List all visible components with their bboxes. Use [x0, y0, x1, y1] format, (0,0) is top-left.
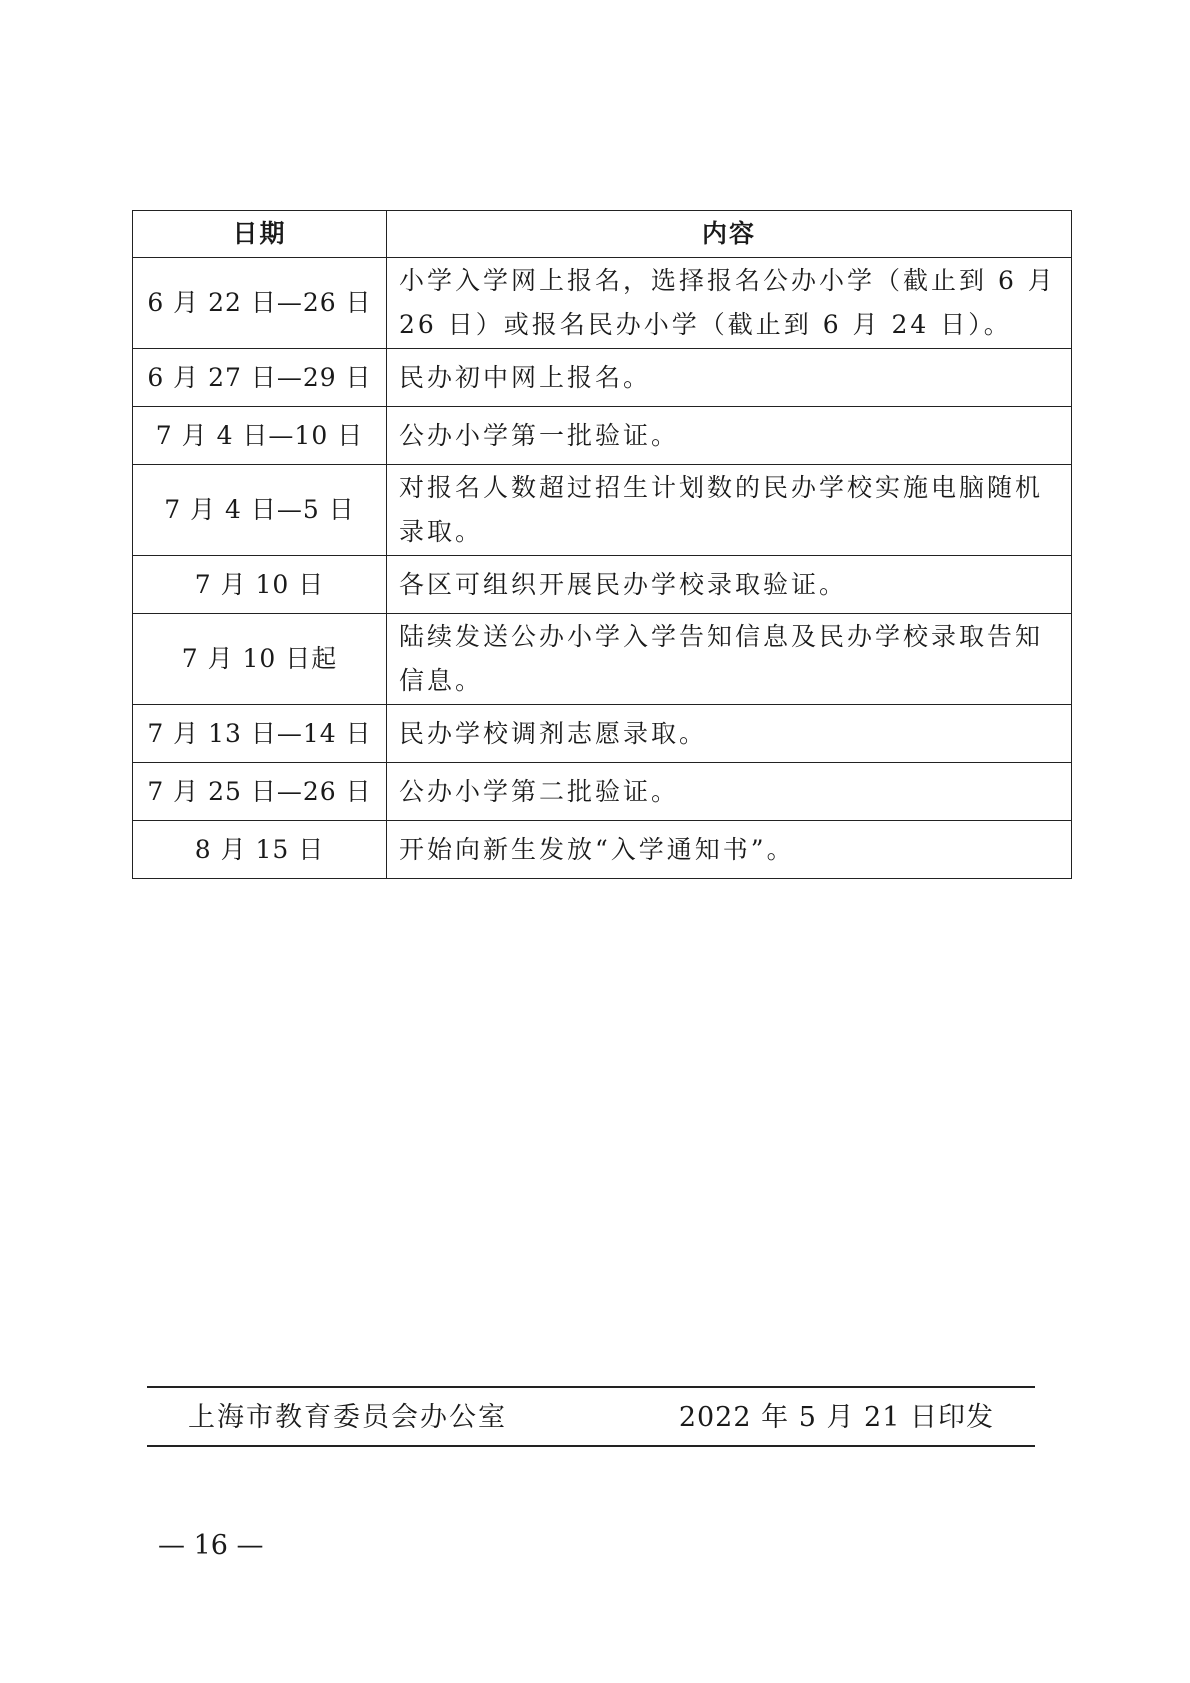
row-date: 6 月 27 日—29 日 [133, 349, 387, 407]
page-number: — 16 — [158, 1530, 264, 1561]
footer-top-rule [147, 1386, 1035, 1388]
row-date: 7 月 25 日—26 日 [133, 763, 387, 821]
row-date: 7 月 4 日—5 日 [133, 465, 387, 556]
table-row [133, 258, 1072, 349]
row-content: 民办学校调剂志愿录取。 [387, 705, 1072, 763]
row-content: 公办小学第二批验证。 [387, 763, 1072, 821]
table-row [133, 349, 1072, 407]
table-row [133, 821, 1072, 879]
table-row [133, 556, 1072, 614]
row-content: 各区可组织开展民办学校录取验证。 [387, 556, 1072, 614]
row-date: 7 月 13 日—14 日 [133, 705, 387, 763]
row-content: 民办初中网上报名。 [387, 349, 1072, 407]
table-row [133, 705, 1072, 763]
row-date: 7 月 4 日—10 日 [133, 407, 387, 465]
row-content: 陆续发送公办小学入学告知信息及民办学校录取告知信息。 [387, 614, 1072, 705]
header-date: 日期 [133, 211, 387, 258]
row-date: 8 月 15 日 [133, 821, 387, 879]
row-date: 6 月 22 日—26 日 [133, 258, 387, 349]
footer-bottom-rule [147, 1445, 1035, 1447]
row-content: 小学入学网上报名，选择报名公办小学（截止到 6 月 26 日）或报名民办小学（截止到 6 月 24 日）。 [387, 258, 1072, 349]
header-content: 内容 [387, 211, 1072, 258]
table-row [133, 407, 1072, 465]
row-date: 7 月 10 日 [133, 556, 387, 614]
issue-date: 2022 年 5 月 21 日印发 [678, 1402, 994, 1433]
row-content: 公办小学第一批验证。 [387, 407, 1072, 465]
row-content: 对报名人数超过招生计划数的民办学校实施电脑随机录取。 [387, 465, 1072, 556]
table-row [133, 465, 1072, 556]
table-row [133, 763, 1072, 821]
schedule-table [132, 210, 1072, 879]
row-date: 7 月 10 日起 [133, 614, 387, 705]
row-content: 开始向新生发放“入学通知书”。 [387, 821, 1072, 879]
table-row [133, 614, 1072, 705]
table-header-row [133, 211, 1072, 258]
issuer-name: 上海市教育委员会办公室 [188, 1402, 507, 1433]
